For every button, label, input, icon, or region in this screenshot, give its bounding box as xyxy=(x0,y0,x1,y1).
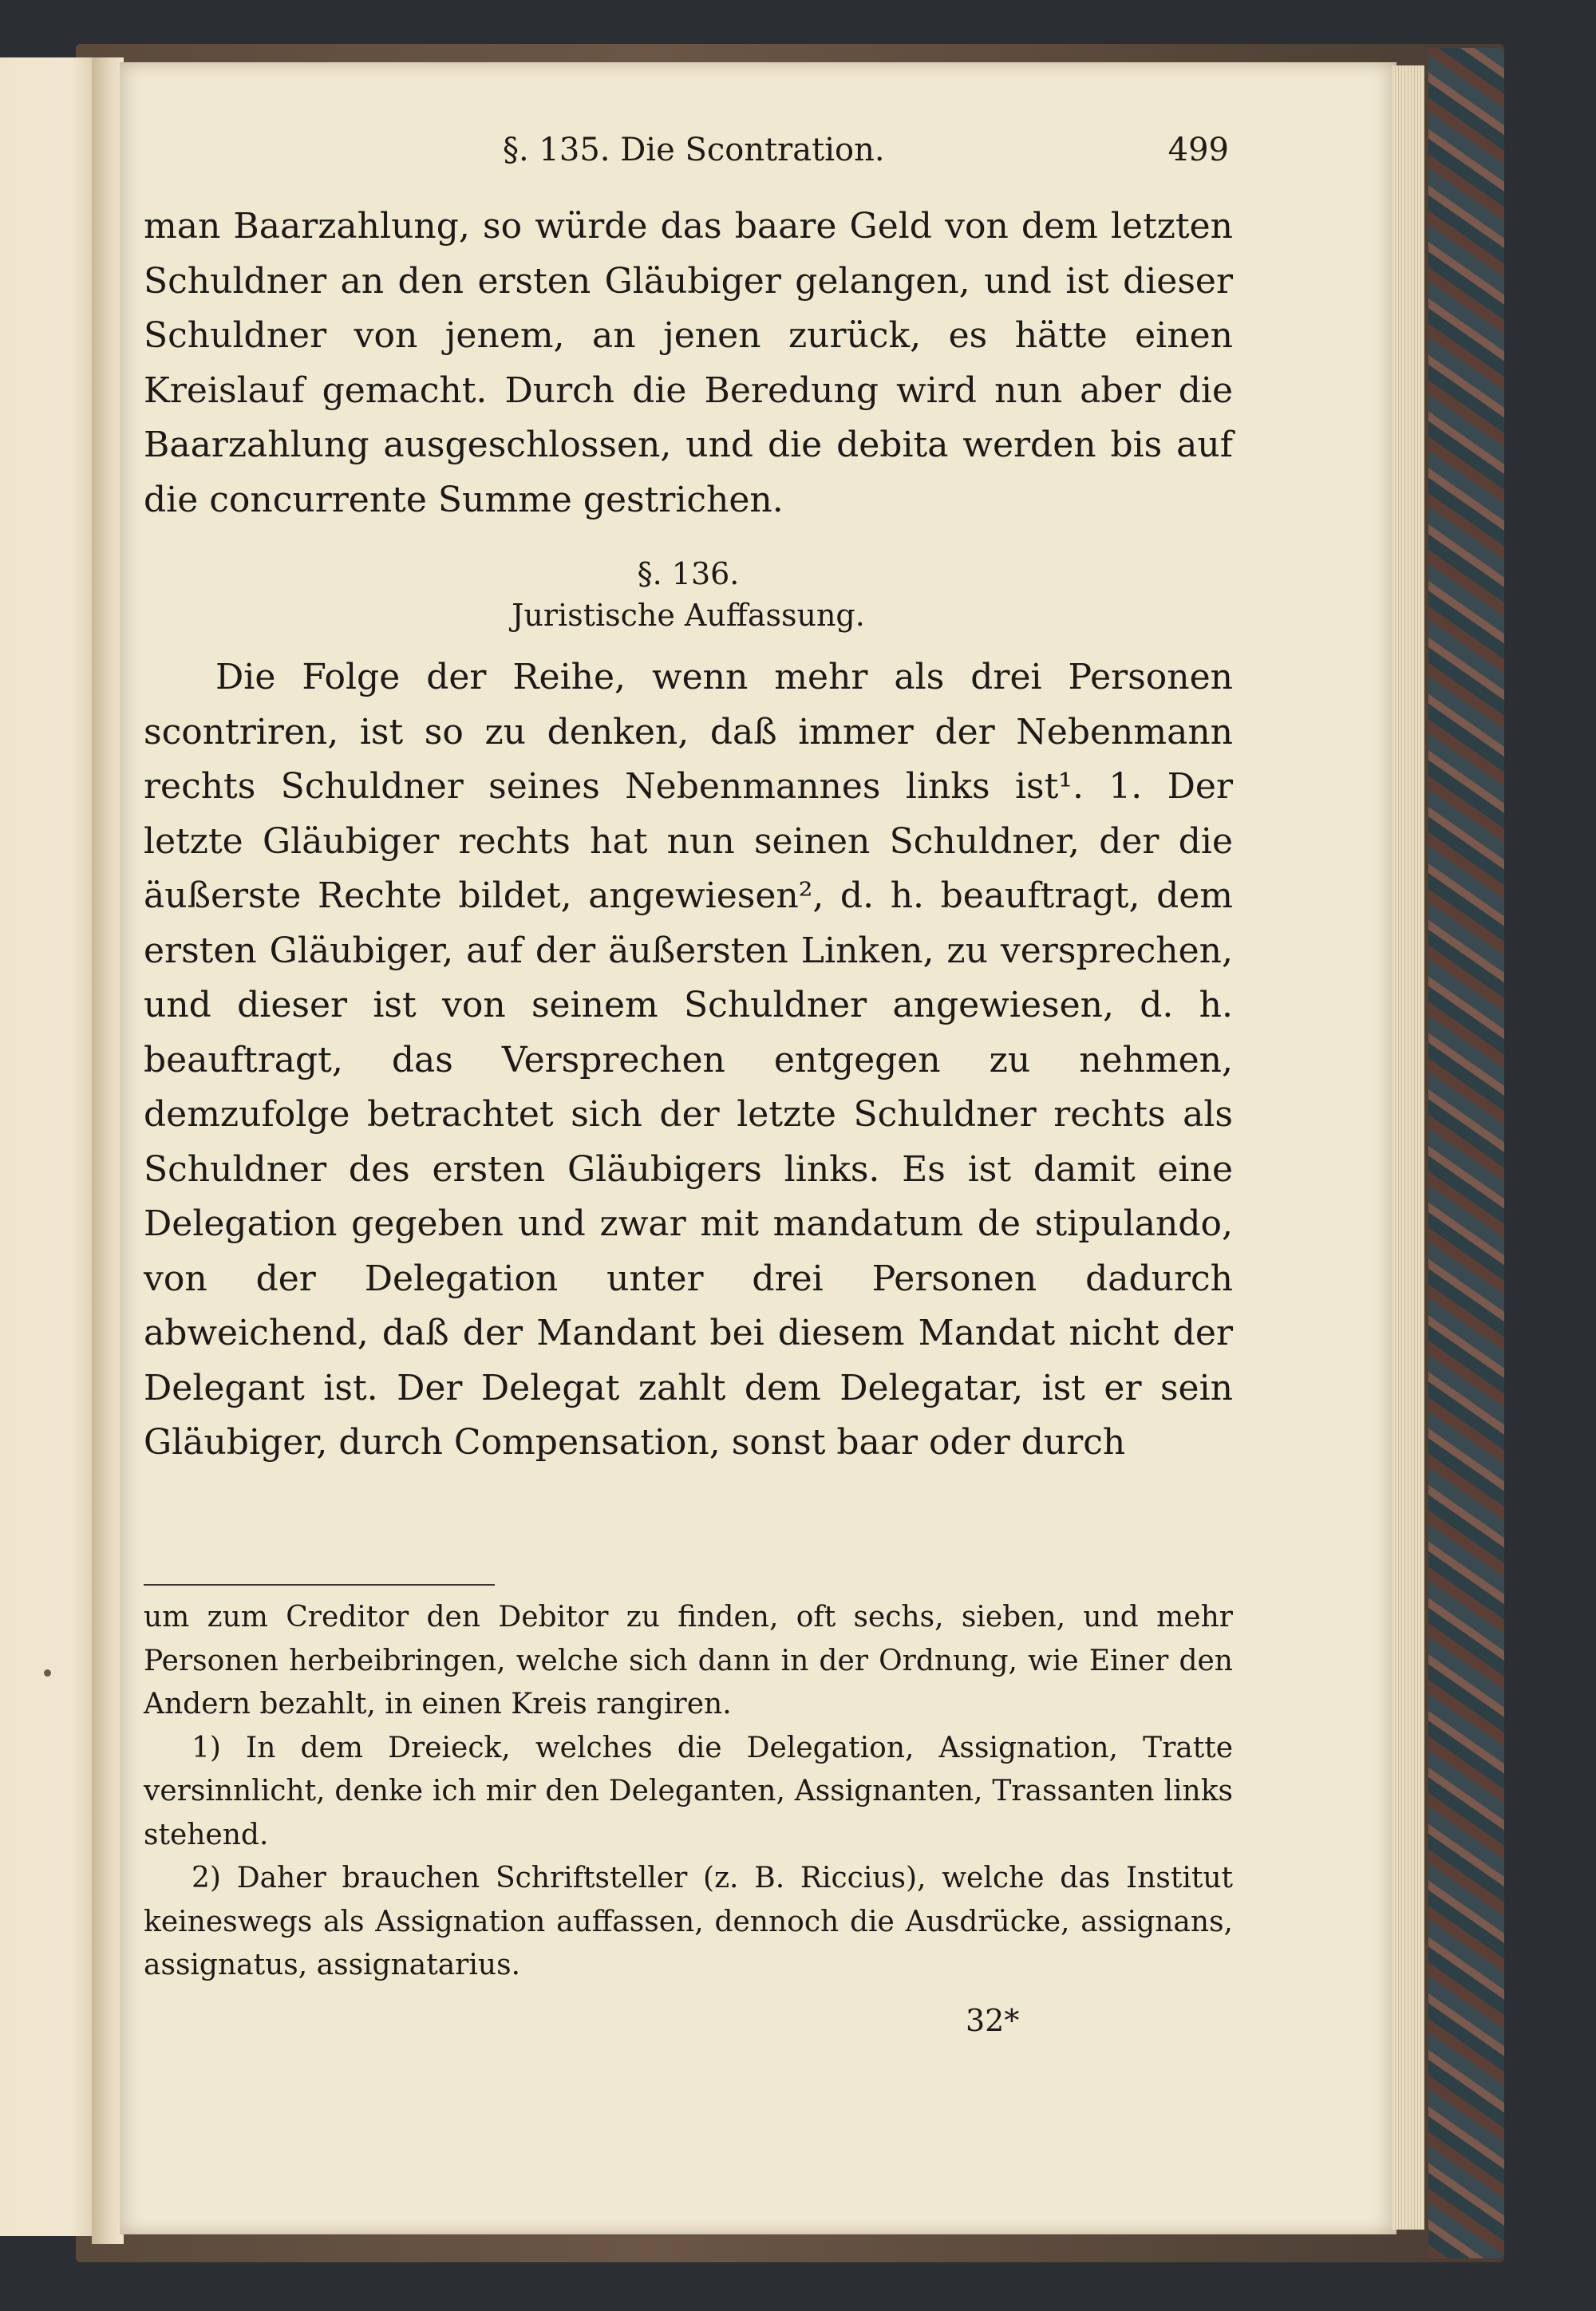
page-edges xyxy=(1393,65,1424,2230)
paragraph-continuation: man Baarzahlung, so würde das baare Geld von dem letzten Schuldner an den ersten Gläubiger gelangen, und ist dieser Schuldner von jenem, an jenen zurück, es hätte einen Kreislauf gemacht. Durch die Beredung wird nun aber die Baarzahlung ausgeschlossen, und die debita werden bis auf die concurrente Summe gestrichen. xyxy=(144,206,1233,520)
footnote-2: 2) Daher brauchen Schriftsteller (z. B. Riccius), welche das Institut keineswegs als Assignation auffassen, dennoch die Ausdrücke, assignans, assignatus, assignatarius. xyxy=(144,1862,1233,1981)
footnote-rule xyxy=(144,1584,495,1586)
book-gutter xyxy=(92,57,124,2244)
main-text xyxy=(144,199,1233,1471)
page-number: 499 xyxy=(1167,132,1229,168)
marbled-cover-edge xyxy=(1428,48,1504,2258)
paper-spot xyxy=(44,1669,51,1677)
signature-mark: 32* xyxy=(966,2003,1020,2038)
running-header xyxy=(136,132,1229,180)
footnote-1: 1) In dem Dreieck, welches die Delegation, Assignation, Tratte versinnlicht, denke ich mir den Deleganten, Assignanten, Trassanten links stehend. xyxy=(144,1731,1233,1851)
footnotes xyxy=(144,1596,1233,1988)
section-title: Juristische Auffassung. xyxy=(512,598,865,633)
left-page xyxy=(0,57,100,2236)
paragraph: Die Folge der Reihe, wenn mehr als drei Personen scontriren, ist so zu denken, daß immer der Nebenmann rechts Schuldner seines Nebenmannes links ist¹. 1. Der letzte Gläubiger rechts hat nun seinen Schuldner, der die äußerste Rechte bildet, angewiesen², d. h. beauftragt, dem ersten Gläubiger, auf der äußersten Linken, zu versprechen, und dieser ist von seinem Schuldner angewiesen, d. h. beauftragt, das Versprechen entgegen zu nehmen, demzufolge betrachtet sich der letzte Schuldner rechts als Schuldner des ersten Gläubigers links. Es ist damit eine Delegation gegeben und zwar mit mandatum de stipulando, von der Delegation unter drei Personen dadurch abweichend, daß der Mandant bei diesem Mandat nicht der Delegant ist. Der Delegat zahlt dem Delegatar, ist er sein Gläubiger, durch Compensation, sonst baar oder durch xyxy=(144,657,1233,1463)
footnote-continuation: um zum Creditor den Debitor zu finden, oft sechs, sieben, und mehr Personen herbeibringen, welche sich dann in der Ordnung, wie Einer den Andern bezahlt, in einen Kreis rangiren. xyxy=(144,1601,1233,1720)
section-number: §. 136. xyxy=(637,556,740,591)
running-section-title: §. 135. Die Scontration. xyxy=(503,132,885,168)
